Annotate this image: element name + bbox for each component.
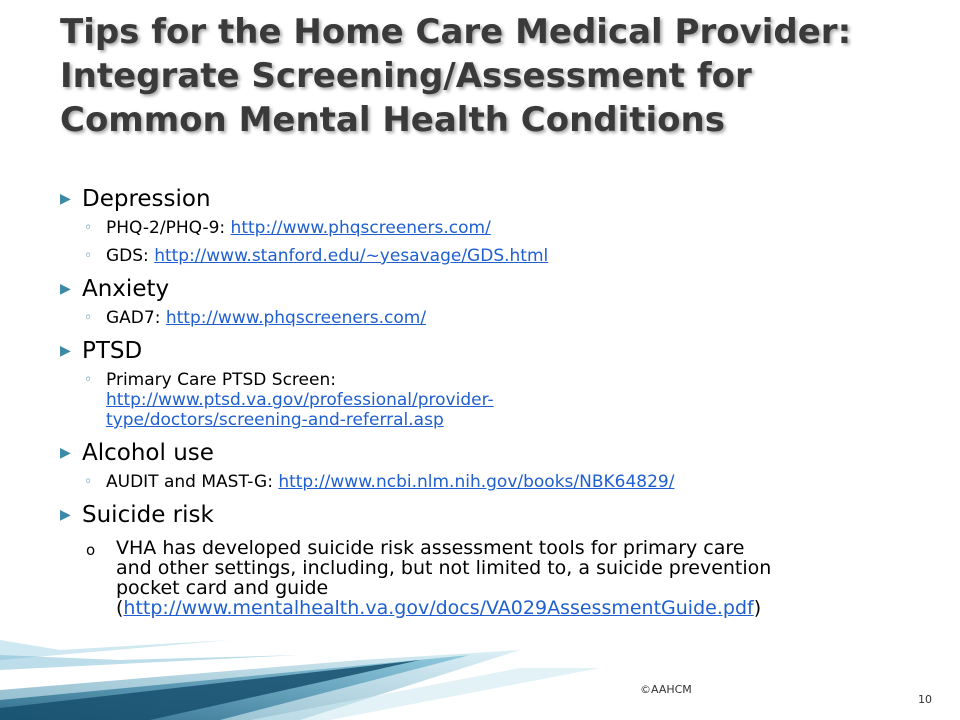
section-alcohol (60, 438, 940, 468)
list-item (60, 218, 940, 238)
item-label: GDS: (106, 246, 155, 266)
section-heading: Depression (82, 186, 211, 212)
section-heading: Alcohol use (82, 440, 214, 466)
section-ptsd (60, 336, 940, 366)
list-item (60, 538, 940, 618)
list-item (60, 370, 940, 430)
title-line-1: Tips for the Home Care Medical Provider: (60, 12, 852, 52)
circle-bullet-icon: ◦ (84, 248, 93, 264)
suicide-text-line-2: and other settings, including, but not limited to, a suicide prevention (116, 557, 772, 579)
item-label: PHQ-2/PHQ-9: (106, 218, 231, 238)
section-heading: PTSD (82, 338, 143, 364)
phq-link[interactable]: http://www.phqscreeners.com/ (230, 218, 491, 238)
item-label: GAD7: (106, 308, 166, 328)
title-line-3: Common Mental Health Conditions (60, 100, 725, 140)
arrow-bullet-icon: ▶ (60, 445, 71, 461)
circle-bullet-icon: ◦ (84, 310, 93, 326)
circle-bullet-icon: ◦ (84, 220, 93, 236)
arrow-bullet-icon: ▶ (60, 343, 71, 359)
ptsd-link-continued[interactable]: type/doctors/screening-and-referral.asp (106, 410, 444, 430)
section-suicide (60, 500, 940, 530)
list-item (60, 472, 940, 492)
list-item (60, 246, 940, 266)
footer-copyright: ©AAHCM (640, 683, 692, 696)
bullet-list (60, 184, 940, 618)
ptsd-link[interactable]: http://www.ptsd.va.gov/professional/provider- (106, 390, 494, 410)
title-line-2: Integrate Screening/Assessment for (60, 56, 752, 96)
paren-open: ( (116, 597, 124, 619)
section-anxiety (60, 274, 940, 304)
audit-link[interactable]: http://www.ncbi.nlm.nih.gov/books/NBK64829/ (278, 472, 675, 492)
list-item (60, 308, 940, 328)
arrow-bullet-icon: ▶ (60, 507, 71, 523)
section-depression (60, 184, 940, 214)
va-guide-link[interactable]: http://www.mentalhealth.va.gov/docs/VA029AssessmentGuide.pdf (123, 597, 754, 619)
slide-title (60, 10, 940, 142)
arrow-bullet-icon: ▶ (60, 191, 71, 207)
section-heading: Suicide risk (82, 502, 214, 528)
hollow-circle-bullet-icon: o (86, 541, 96, 559)
item-label: Primary Care PTSD Screen: (106, 370, 336, 390)
gad7-link[interactable]: http://www.phqscreeners.com/ (165, 308, 427, 328)
item-label: AUDIT and MAST-G: (106, 472, 279, 492)
arrow-bullet-icon: ▶ (60, 281, 71, 297)
paren-close: ) (753, 597, 762, 619)
circle-bullet-icon: ◦ (84, 474, 93, 490)
page-number: 10 (918, 693, 932, 706)
gds-link[interactable]: http://www.stanford.edu/~yesavage/GDS.html (154, 246, 549, 266)
suicide-text-line-3: pocket card and guide (116, 577, 329, 599)
section-heading: Anxiety (82, 276, 170, 302)
suicide-text-line-1: VHA has developed suicide risk assessment tools for primary care (116, 537, 745, 559)
circle-bullet-icon: ◦ (84, 372, 93, 388)
